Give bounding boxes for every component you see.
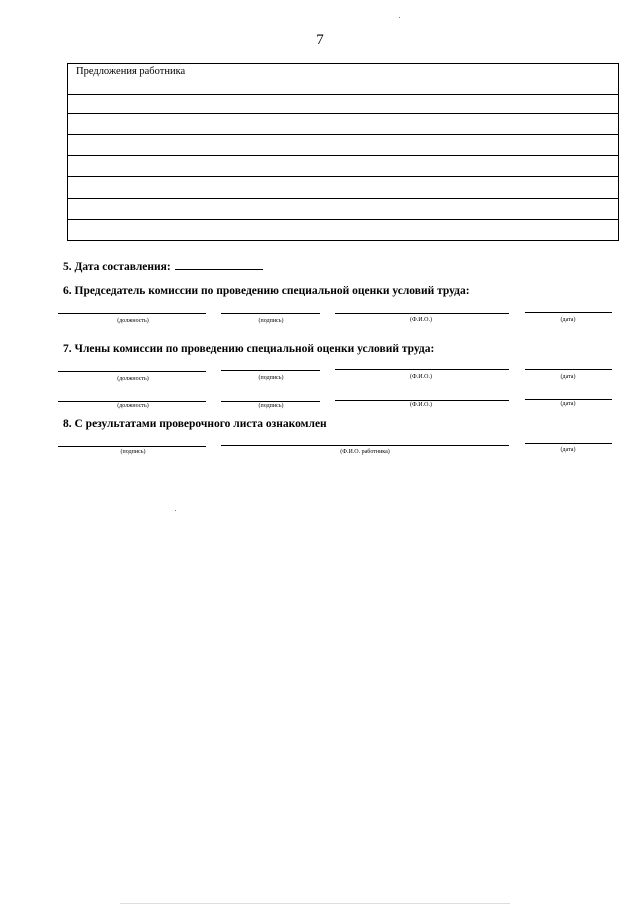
proposals-line: [68, 198, 618, 199]
proposals-box: [67, 63, 619, 241]
signature-line: [221, 313, 320, 314]
section-5-label: 5. Дата составления:: [63, 261, 171, 273]
proposals-line: [68, 113, 618, 114]
caption-signature: (подпись): [258, 318, 284, 324]
signature-line: [525, 443, 612, 444]
signature-line: [335, 400, 509, 401]
caption-fio: (Ф.И.О. работника): [340, 449, 390, 455]
signature-line: [525, 312, 612, 313]
caption-signature: (подпись): [258, 403, 284, 409]
signature-line: [58, 446, 206, 447]
date-fill-line: [175, 259, 263, 270]
page-bottom-edge: [120, 903, 510, 904]
caption-fio: (Ф.И.О.): [410, 317, 432, 323]
proposals-line: [68, 134, 618, 135]
scan-speck: [175, 510, 176, 511]
signature-line: [58, 401, 206, 402]
proposals-line: [68, 219, 618, 220]
caption-date: (дата): [560, 447, 576, 453]
section-8-heading: 8. С результатами проверочного листа ознакомлен: [63, 418, 327, 430]
proposals-line: [68, 94, 618, 95]
section-6-heading: 6. Председатель комиссии по проведению специальной оценки условий труда:: [63, 285, 470, 297]
caption-position: (должность): [117, 376, 149, 382]
signature-line: [58, 313, 206, 314]
caption-signature: (подпись): [120, 449, 146, 455]
section-7-heading: 7. Члены комиссии по проведению специальной оценки условий труда:: [63, 343, 435, 355]
signature-line: [221, 445, 509, 446]
caption-signature: (подпись): [258, 375, 284, 381]
caption-position: (должность): [117, 318, 149, 324]
signature-line: [335, 313, 509, 314]
signature-line: [221, 370, 320, 371]
caption-date: (дата): [560, 401, 576, 407]
signature-line: [58, 371, 206, 372]
scan-speck: [399, 17, 400, 18]
section-5-heading: [63, 259, 263, 273]
caption-fio: (Ф.И.О.): [410, 402, 432, 408]
page-number: 7: [316, 32, 324, 48]
signature-line: [335, 369, 509, 370]
caption-fio: (Ф.И.О.): [410, 374, 432, 380]
proposals-line: [68, 176, 618, 177]
caption-date: (дата): [560, 317, 576, 323]
caption-position: (должность): [117, 403, 149, 409]
caption-date: (дата): [560, 374, 576, 380]
signature-line: [525, 369, 612, 370]
proposals-label: Предложения работника: [76, 66, 186, 77]
proposals-line: [68, 155, 618, 156]
signature-line: [221, 401, 320, 402]
signature-line: [525, 399, 612, 400]
